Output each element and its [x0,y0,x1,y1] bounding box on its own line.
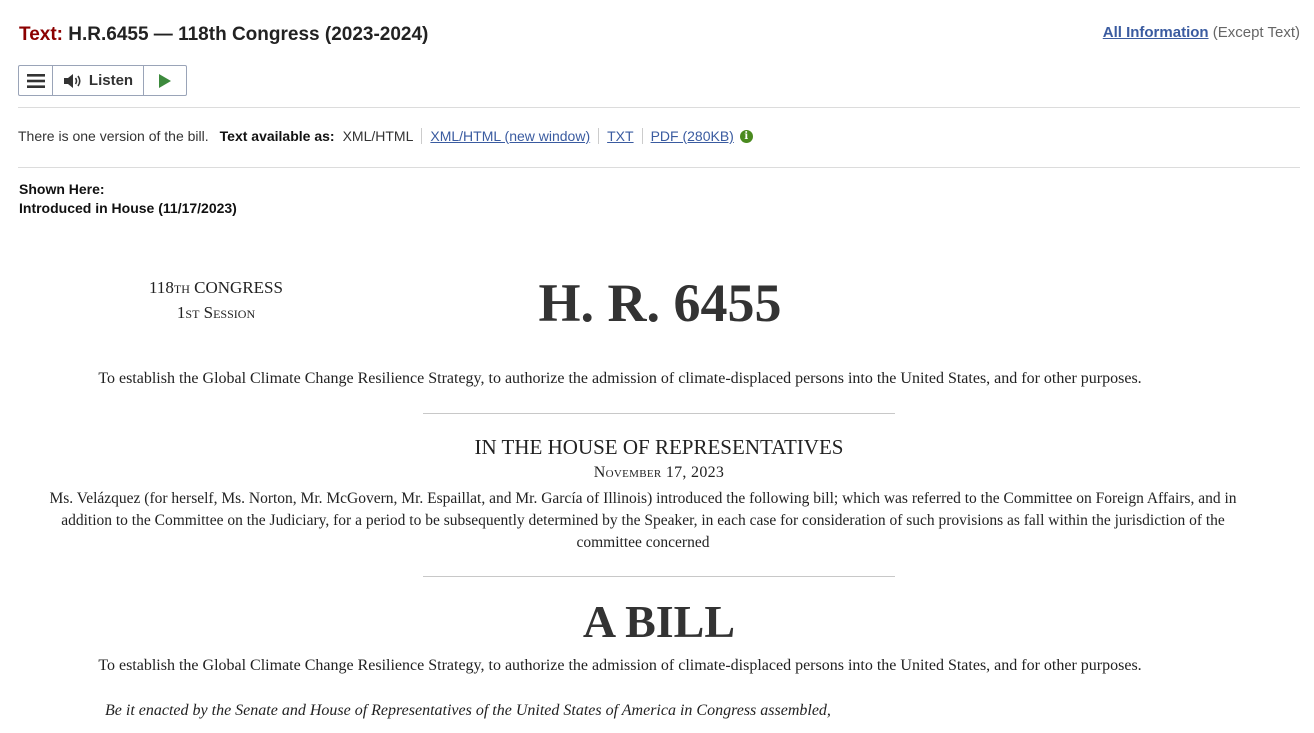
divider [18,107,1300,108]
text-label: Text: [19,24,63,45]
sponsor-statement: Ms. Velázquez (for herself, Ms. Norton, Mr. McGovern, Mr. Espaillat, and Mr. García of Illinois) introduced the following bill; which was referred to the Committee on Foreign Affairs, and in addition to the Committee on the Judiciary, for a period to be subsequently determined by the Speaker, in each case for consideration of such provisions as fall within the jurisdiction of the committee concerned [49,490,1237,551]
chamber-heading: IN THE HOUSE OF REPRESENTATIVES [474,435,844,459]
format-xml-html: XML/HTML [342,128,414,144]
speaker-icon [63,73,83,89]
listen-label: Listen [88,72,134,89]
bill-heading: A BILL [582,596,736,647]
shown-here-label: Shown Here: [19,181,105,197]
shown-here [19,180,237,218]
session-number: 1st Session [176,303,256,322]
introduction-date: November 17, 2023 [593,464,725,481]
listen-toolbar [18,65,187,96]
text-versions-bar [18,128,753,144]
shown-here-version: Introduced in House (11/17/2023) [19,200,237,216]
all-information-suffix: (Except Text) [1212,24,1300,41]
play-button[interactable] [144,66,186,95]
format-xml-html-new-window-link[interactable]: XML/HTML (new window) [421,128,598,144]
menu-button[interactable] [19,66,53,95]
play-icon [159,74,171,88]
enacting-clause: Be it enacted by the Senate and House of Representatives of the United States of America in Congress assembled, [105,702,831,719]
hamburger-icon [27,74,45,88]
divider [423,576,895,577]
format-txt-link[interactable]: TXT [598,128,641,144]
format-pdf-link[interactable]: PDF (280KB) [642,128,742,144]
versions-note: There is one version of the bill. [18,128,209,144]
congress-number: 118th CONGRESS [149,278,283,297]
all-information-link[interactable]: All Information [1102,24,1209,41]
info-icon[interactable]: i [740,130,753,143]
divider [423,413,895,414]
bill-purpose-repeat: To establish the Global Climate Change Resilience Strategy, to authorize the admission of climate-displaced persons into the United States, and for other purposes. [98,657,1142,674]
all-information-area [1103,24,1300,41]
bill-title: H.R.6455 — 118th Congress (2023-2024) [68,24,429,45]
available-label: Text available as: [219,128,335,144]
listen-button[interactable] [53,66,144,95]
bill-number: H. R. 6455 [538,273,782,333]
divider [18,167,1300,168]
congress-session [100,275,332,325]
page-title [19,24,428,46]
bill-purpose: To establish the Global Climate Change Resilience Strategy, to authorize the admission of climate-displaced persons into the United States, and for other purposes. [98,370,1142,387]
